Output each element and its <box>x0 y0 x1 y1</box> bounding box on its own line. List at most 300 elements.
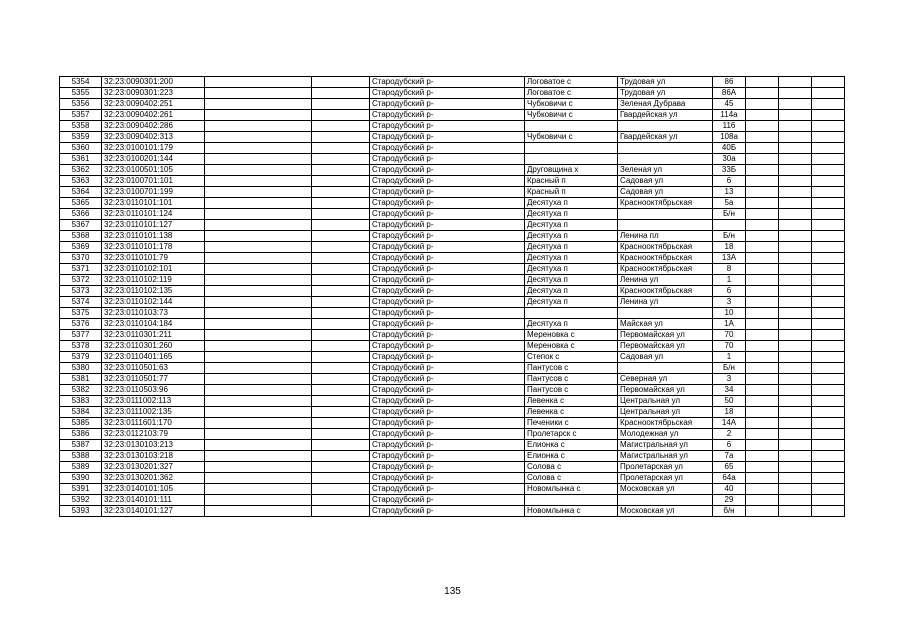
empty-cell <box>779 275 812 286</box>
cadastral-number-cell: 32:23:0110103:73 <box>102 308 205 319</box>
table-row <box>60 99 845 110</box>
empty-cell <box>812 198 845 209</box>
empty-cell <box>779 176 812 187</box>
empty-cell <box>779 154 812 165</box>
street-cell: Краснооктябрьская <box>618 242 713 253</box>
table-row <box>60 407 845 418</box>
street-cell <box>618 143 713 154</box>
empty-cell <box>205 143 312 154</box>
table-row <box>60 77 845 88</box>
empty-cell <box>205 308 312 319</box>
empty-cell <box>205 176 312 187</box>
empty-cell <box>205 495 312 506</box>
house-number-cell: Б/н <box>713 209 746 220</box>
empty-cell <box>812 440 845 451</box>
house-number-cell: 108а <box>713 132 746 143</box>
district-cell: Стародубский р- <box>370 77 525 88</box>
empty-cell <box>312 385 370 396</box>
empty-cell <box>779 308 812 319</box>
empty-cell <box>779 187 812 198</box>
row-number-cell: 5354 <box>60 77 102 88</box>
row-number-cell: 5392 <box>60 495 102 506</box>
district-cell: Стародубский р- <box>370 275 525 286</box>
empty-cell <box>812 220 845 231</box>
empty-cell <box>746 341 779 352</box>
table-row <box>60 242 845 253</box>
empty-cell <box>312 77 370 88</box>
empty-cell <box>312 341 370 352</box>
empty-cell <box>312 484 370 495</box>
empty-cell <box>812 407 845 418</box>
row-number-cell: 5372 <box>60 275 102 286</box>
empty-cell <box>312 198 370 209</box>
house-number-cell: 2 <box>713 429 746 440</box>
cadastral-number-cell: 32:23:0112103:79 <box>102 429 205 440</box>
empty-cell <box>779 121 812 132</box>
cadastral-number-cell: 32:23:0100201:144 <box>102 154 205 165</box>
district-cell: Стародубский р- <box>370 209 525 220</box>
empty-cell <box>812 110 845 121</box>
empty-cell <box>205 352 312 363</box>
empty-cell <box>779 396 812 407</box>
empty-cell <box>779 220 812 231</box>
row-number-cell: 5375 <box>60 308 102 319</box>
street-cell: Ленина ул <box>618 297 713 308</box>
street-cell: Краснооктябрьская <box>618 264 713 275</box>
settlement-cell: Десятуха п <box>525 198 618 209</box>
empty-cell <box>746 77 779 88</box>
row-number-cell: 5359 <box>60 132 102 143</box>
table-row <box>60 253 845 264</box>
empty-cell <box>812 242 845 253</box>
house-number-cell: 18 <box>713 407 746 418</box>
house-number-cell: 1 <box>713 275 746 286</box>
street-cell: Краснооктябрьская <box>618 286 713 297</box>
house-number-cell: 40Б <box>713 143 746 154</box>
district-cell: Стародубский р- <box>370 484 525 495</box>
empty-cell <box>779 484 812 495</box>
settlement-cell: Елионка с <box>525 451 618 462</box>
street-cell: Гвардейская ул <box>618 132 713 143</box>
district-cell: Стародубский р- <box>370 506 525 517</box>
cadastral-number-cell: 32:23:0110301:260 <box>102 341 205 352</box>
cadastral-number-cell: 32:23:0130201:362 <box>102 473 205 484</box>
empty-cell <box>812 429 845 440</box>
row-number-cell: 5355 <box>60 88 102 99</box>
empty-cell <box>746 209 779 220</box>
house-number-cell: 50 <box>713 396 746 407</box>
district-cell: Стародубский р- <box>370 121 525 132</box>
empty-cell <box>779 132 812 143</box>
street-cell: Садовая ул <box>618 176 713 187</box>
empty-cell <box>205 506 312 517</box>
row-number-cell: 5364 <box>60 187 102 198</box>
street-cell: Садовая ул <box>618 352 713 363</box>
settlement-cell: Пантусов с <box>525 363 618 374</box>
street-cell: Ленина ул <box>618 275 713 286</box>
row-number-cell: 5367 <box>60 220 102 231</box>
district-cell: Стародубский р- <box>370 495 525 506</box>
table-row <box>60 308 845 319</box>
house-number-cell: 114а <box>713 110 746 121</box>
district-cell: Стародубский р- <box>370 176 525 187</box>
settlement-cell: Десятуха п <box>525 275 618 286</box>
empty-cell <box>205 330 312 341</box>
district-cell: Стародубский р- <box>370 462 525 473</box>
row-number-cell: 5369 <box>60 242 102 253</box>
table-row <box>60 143 845 154</box>
district-cell: Стародубский р- <box>370 352 525 363</box>
empty-cell <box>312 418 370 429</box>
street-cell: Трудовая ул <box>618 77 713 88</box>
empty-cell <box>779 418 812 429</box>
empty-cell <box>746 198 779 209</box>
empty-cell <box>312 352 370 363</box>
house-number-cell: 70 <box>713 341 746 352</box>
empty-cell <box>205 220 312 231</box>
empty-cell <box>812 308 845 319</box>
empty-cell <box>312 462 370 473</box>
house-number-cell: Б/н <box>713 231 746 242</box>
empty-cell <box>812 374 845 385</box>
empty-cell <box>312 121 370 132</box>
table-row <box>60 473 845 484</box>
district-cell: Стародубский р- <box>370 231 525 242</box>
row-number-cell: 5358 <box>60 121 102 132</box>
street-cell <box>618 121 713 132</box>
house-number-cell: 34 <box>713 385 746 396</box>
empty-cell <box>779 352 812 363</box>
empty-cell <box>812 176 845 187</box>
district-cell: Стародубский р- <box>370 110 525 121</box>
settlement-cell: Мереновка с <box>525 341 618 352</box>
empty-cell <box>812 451 845 462</box>
cadastral-number-cell: 32:23:0090402:251 <box>102 99 205 110</box>
street-cell: Зеленая Дубрава <box>618 99 713 110</box>
street-cell: Северная ул <box>618 374 713 385</box>
house-number-cell: 1 <box>713 352 746 363</box>
house-number-cell: 70 <box>713 330 746 341</box>
row-number-cell: 5373 <box>60 286 102 297</box>
street-cell: Первомайская ул <box>618 330 713 341</box>
empty-cell <box>205 297 312 308</box>
table-row <box>60 330 845 341</box>
empty-cell <box>205 440 312 451</box>
empty-cell <box>312 143 370 154</box>
empty-cell <box>812 319 845 330</box>
row-number-cell: 5384 <box>60 407 102 418</box>
street-cell: Московская ул <box>618 484 713 495</box>
cadastral-number-cell: 32:23:0111002:113 <box>102 396 205 407</box>
house-number-cell: 29 <box>713 495 746 506</box>
empty-cell <box>205 451 312 462</box>
empty-cell <box>205 198 312 209</box>
house-number-cell: 8 <box>713 264 746 275</box>
district-cell: Стародубский р- <box>370 99 525 110</box>
settlement-cell: Печеники с <box>525 418 618 429</box>
cadastral-number-cell: 32:23:0110501:63 <box>102 363 205 374</box>
settlement-cell <box>525 143 618 154</box>
empty-cell <box>312 187 370 198</box>
cadastral-number-cell: 32:23:0130103:213 <box>102 440 205 451</box>
empty-cell <box>312 253 370 264</box>
table-row <box>60 198 845 209</box>
empty-cell <box>312 308 370 319</box>
empty-cell <box>312 99 370 110</box>
street-cell: Майская ул <box>618 319 713 330</box>
empty-cell <box>746 429 779 440</box>
table-row <box>60 209 845 220</box>
empty-cell <box>812 297 845 308</box>
house-number-cell: 13А <box>713 253 746 264</box>
settlement-cell: Чубковичи с <box>525 132 618 143</box>
cadastral-number-cell: 32:23:0100101:179 <box>102 143 205 154</box>
empty-cell <box>312 242 370 253</box>
empty-cell <box>779 385 812 396</box>
empty-cell <box>812 253 845 264</box>
empty-cell <box>746 473 779 484</box>
empty-cell <box>812 506 845 517</box>
house-number-cell: 40 <box>713 484 746 495</box>
empty-cell <box>812 484 845 495</box>
settlement-cell: Красный п <box>525 176 618 187</box>
house-number-cell: 6 <box>713 176 746 187</box>
district-cell: Стародубский р- <box>370 330 525 341</box>
house-number-cell: 14А <box>713 418 746 429</box>
empty-cell <box>746 440 779 451</box>
row-number-cell: 5368 <box>60 231 102 242</box>
empty-cell <box>312 451 370 462</box>
district-cell: Стародубский р- <box>370 198 525 209</box>
street-cell: Магистральная ул <box>618 440 713 451</box>
empty-cell <box>205 165 312 176</box>
empty-cell <box>812 187 845 198</box>
district-cell: Стародубский р- <box>370 473 525 484</box>
street-cell: Краснооктябрьская <box>618 253 713 264</box>
street-cell: Ленина пл <box>618 231 713 242</box>
empty-cell <box>312 176 370 187</box>
empty-cell <box>746 363 779 374</box>
cadastral-number-cell: 32:23:0130103:218 <box>102 451 205 462</box>
empty-cell <box>312 330 370 341</box>
table-row <box>60 275 845 286</box>
row-number-cell: 5379 <box>60 352 102 363</box>
table-row <box>60 495 845 506</box>
empty-cell <box>812 264 845 275</box>
empty-cell <box>746 176 779 187</box>
empty-cell <box>312 286 370 297</box>
row-number-cell: 5377 <box>60 330 102 341</box>
settlement-cell: Левенка с <box>525 407 618 418</box>
empty-cell <box>779 231 812 242</box>
empty-cell <box>746 264 779 275</box>
empty-cell <box>746 143 779 154</box>
house-number-cell: 64а <box>713 473 746 484</box>
row-number-cell: 5374 <box>60 297 102 308</box>
empty-cell <box>779 253 812 264</box>
empty-cell <box>312 209 370 220</box>
empty-cell <box>205 231 312 242</box>
district-cell: Стародубский р- <box>370 286 525 297</box>
street-cell <box>618 363 713 374</box>
settlement-cell: Десятуха п <box>525 231 618 242</box>
row-number-cell: 5366 <box>60 209 102 220</box>
street-cell: Магистральная ул <box>618 451 713 462</box>
table-row <box>60 176 845 187</box>
table-row <box>60 440 845 451</box>
district-cell: Стародубский р- <box>370 385 525 396</box>
house-number-cell: 18 <box>713 242 746 253</box>
empty-cell <box>812 286 845 297</box>
table-row <box>60 110 845 121</box>
empty-cell <box>812 473 845 484</box>
cadastral-number-cell: 32:23:0090301:200 <box>102 77 205 88</box>
cadastral-number-cell: 32:23:0100501:105 <box>102 165 205 176</box>
street-cell: Московская ул <box>618 506 713 517</box>
district-cell: Стародубский р- <box>370 187 525 198</box>
row-number-cell: 5362 <box>60 165 102 176</box>
settlement-cell <box>525 495 618 506</box>
empty-cell <box>779 341 812 352</box>
table-body <box>60 77 845 517</box>
table-row <box>60 165 845 176</box>
settlement-cell: Чубковичи с <box>525 99 618 110</box>
district-cell: Стародубский р- <box>370 220 525 231</box>
street-cell: Первомайская ул <box>618 385 713 396</box>
row-number-cell: 5357 <box>60 110 102 121</box>
district-cell: Стародубский р- <box>370 242 525 253</box>
settlement-cell: Десятуха п <box>525 264 618 275</box>
empty-cell <box>812 462 845 473</box>
table-row <box>60 154 845 165</box>
row-number-cell: 5387 <box>60 440 102 451</box>
district-cell: Стародубский р- <box>370 341 525 352</box>
empty-cell <box>312 132 370 143</box>
settlement-cell: Солова с <box>525 473 618 484</box>
empty-cell <box>312 275 370 286</box>
empty-cell <box>312 407 370 418</box>
table-row <box>60 462 845 473</box>
cadastral-number-cell: 32:23:0110101:79 <box>102 253 205 264</box>
cadastral-number-cell: 32:23:0110102:101 <box>102 264 205 275</box>
empty-cell <box>746 99 779 110</box>
table-row <box>60 220 845 231</box>
cadastral-number-cell: 32:23:0090402:313 <box>102 132 205 143</box>
settlement-cell <box>525 121 618 132</box>
district-cell: Стародубский р- <box>370 308 525 319</box>
empty-cell <box>205 462 312 473</box>
empty-cell <box>312 220 370 231</box>
empty-cell <box>205 484 312 495</box>
empty-cell <box>205 275 312 286</box>
empty-cell <box>312 297 370 308</box>
cadastral-number-cell: 32:23:0110503:96 <box>102 385 205 396</box>
empty-cell <box>746 88 779 99</box>
empty-cell <box>205 121 312 132</box>
empty-cell <box>205 154 312 165</box>
district-cell: Стародубский р- <box>370 297 525 308</box>
row-number-cell: 5381 <box>60 374 102 385</box>
settlement-cell <box>525 308 618 319</box>
empty-cell <box>812 341 845 352</box>
empty-cell <box>746 110 779 121</box>
street-cell: Краснооктябрьская <box>618 198 713 209</box>
empty-cell <box>746 286 779 297</box>
cadastral-number-cell: 32:23:0130201:327 <box>102 462 205 473</box>
house-number-cell: Б/н <box>713 363 746 374</box>
settlement-cell: Друговщина х <box>525 165 618 176</box>
cadastral-number-cell: 32:23:0110102:119 <box>102 275 205 286</box>
cadastral-number-cell: 32:23:0111002:135 <box>102 407 205 418</box>
empty-cell <box>779 297 812 308</box>
empty-cell <box>746 484 779 495</box>
house-number-cell: 6 <box>713 286 746 297</box>
page-number: 135 <box>444 586 461 597</box>
empty-cell <box>812 330 845 341</box>
empty-cell <box>205 88 312 99</box>
empty-cell <box>312 495 370 506</box>
row-number-cell: 5363 <box>60 176 102 187</box>
street-cell: Пролетарская ул <box>618 473 713 484</box>
empty-cell <box>746 297 779 308</box>
empty-cell <box>779 77 812 88</box>
empty-cell <box>205 209 312 220</box>
cadastral-number-cell: 32:23:0140101:111 <box>102 495 205 506</box>
empty-cell <box>812 396 845 407</box>
empty-cell <box>779 209 812 220</box>
empty-cell <box>312 154 370 165</box>
empty-cell <box>205 286 312 297</box>
empty-cell <box>312 374 370 385</box>
settlement-cell: Новомлынка с <box>525 484 618 495</box>
empty-cell <box>779 330 812 341</box>
cadastral-number-cell: 32:23:0111601:170 <box>102 418 205 429</box>
district-cell: Стародубский р- <box>370 319 525 330</box>
house-number-cell: 116 <box>713 121 746 132</box>
district-cell: Стародубский р- <box>370 154 525 165</box>
district-cell: Стародубский р- <box>370 143 525 154</box>
house-number-cell: 86 <box>713 77 746 88</box>
empty-cell <box>779 495 812 506</box>
cadastral-number-cell: 32:23:0110401:165 <box>102 352 205 363</box>
empty-cell <box>746 319 779 330</box>
empty-cell <box>812 275 845 286</box>
cadastral-number-cell: 32:23:0110101:124 <box>102 209 205 220</box>
table-row <box>60 187 845 198</box>
district-cell: Стародубский р- <box>370 407 525 418</box>
cadastral-number-cell: 32:23:0110104:184 <box>102 319 205 330</box>
empty-cell <box>812 231 845 242</box>
street-cell: Центральная ул <box>618 407 713 418</box>
street-cell: Молодежная ул <box>618 429 713 440</box>
table-row <box>60 506 845 517</box>
empty-cell <box>205 253 312 264</box>
empty-cell <box>779 451 812 462</box>
table-row <box>60 319 845 330</box>
empty-cell <box>779 319 812 330</box>
empty-cell <box>812 154 845 165</box>
table-row <box>60 121 845 132</box>
row-number-cell: 5380 <box>60 363 102 374</box>
empty-cell <box>312 473 370 484</box>
empty-cell <box>205 473 312 484</box>
empty-cell <box>312 88 370 99</box>
district-cell: Стародубский р- <box>370 451 525 462</box>
row-number-cell: 5388 <box>60 451 102 462</box>
empty-cell <box>746 154 779 165</box>
settlement-cell: Логоватое с <box>525 88 618 99</box>
house-number-cell: 1А <box>713 319 746 330</box>
